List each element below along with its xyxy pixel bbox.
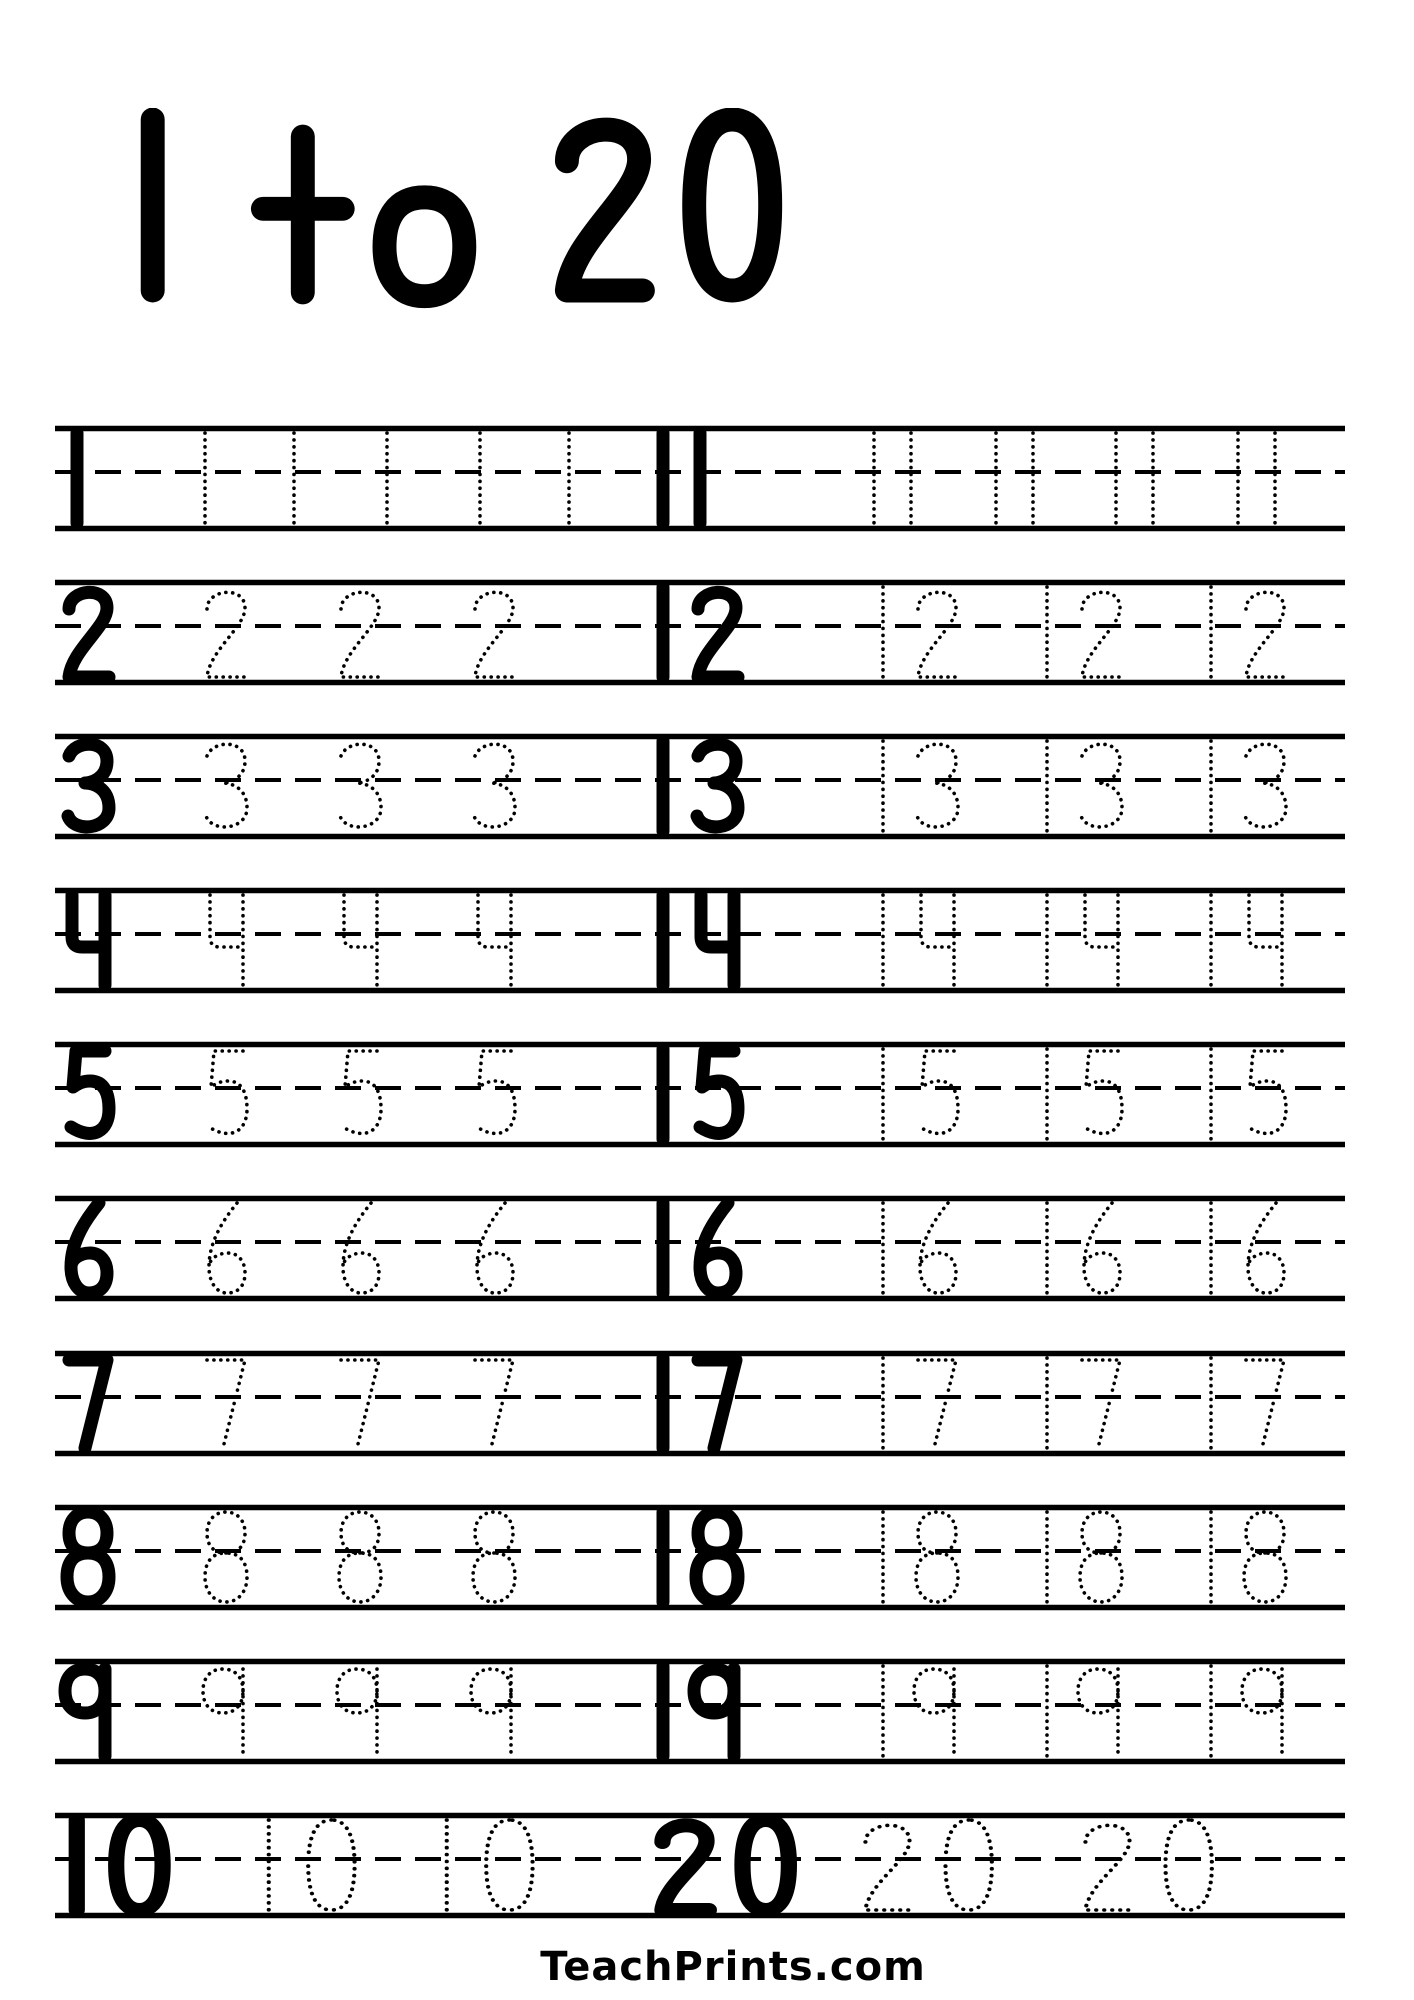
dotted-number-15	[883, 1049, 958, 1139]
digit-5	[1084, 1051, 1122, 1133]
dotted-number-3	[474, 744, 515, 827]
tracing-row-2	[50, 578, 1350, 690]
digit-3	[1245, 744, 1286, 827]
digit-0	[486, 1820, 532, 1910]
digit-8	[1080, 1512, 1122, 1602]
dotted-number-13	[1047, 741, 1122, 831]
digit-5	[700, 1051, 738, 1133]
dotted-number-7	[475, 1360, 513, 1448]
digit-0	[116, 1820, 162, 1910]
digit-5	[477, 1051, 515, 1133]
digit-9	[471, 1669, 511, 1756]
digit-9	[1078, 1669, 1118, 1756]
digit-7	[1082, 1360, 1120, 1448]
tracing-row-10	[50, 1811, 1350, 1923]
dotted-number-6	[209, 1203, 245, 1293]
solid-number-18	[663, 1512, 738, 1602]
solid-number-10	[77, 1820, 163, 1910]
dotted-number-13	[883, 741, 958, 831]
digit-5	[71, 1051, 109, 1133]
page-title	[128, 108, 828, 312]
dotted-number-18	[1211, 1512, 1286, 1602]
digit-3	[697, 744, 738, 827]
digit-9	[203, 1669, 243, 1756]
digit-0	[308, 1820, 354, 1910]
dotted-number-7	[207, 1360, 245, 1448]
digit-3	[206, 744, 247, 827]
digit-0	[742, 1820, 788, 1910]
dotted-number-11	[1116, 433, 1153, 523]
dotted-number-8	[339, 1512, 381, 1602]
digit-2	[698, 592, 738, 677]
solid-number-20	[662, 1820, 788, 1910]
digit-6	[1084, 1203, 1120, 1293]
digit-2	[69, 592, 109, 677]
digit-5	[1248, 1051, 1286, 1133]
dotted-number-4	[344, 895, 377, 985]
dotted-number-19	[1047, 1666, 1118, 1756]
digit-2	[865, 1825, 911, 1910]
digit-8	[473, 1512, 515, 1602]
tracing-row-8	[50, 1503, 1350, 1615]
digit-6	[920, 1203, 956, 1293]
digit-7	[69, 1360, 107, 1448]
digit-2	[1246, 592, 1286, 677]
dotted-number-12	[1211, 587, 1286, 677]
digit-8	[696, 1512, 738, 1602]
digit-7	[918, 1360, 956, 1448]
digit-0	[1165, 1820, 1211, 1910]
digit-4	[72, 895, 105, 985]
dotted-number-16	[883, 1203, 956, 1293]
digit-4	[701, 895, 734, 985]
tracing-row-7	[50, 1349, 1350, 1461]
dotted-number-19	[883, 1666, 954, 1756]
dotted-number-16	[1047, 1203, 1120, 1293]
dotted-number-16	[1211, 1203, 1284, 1293]
solid-number-2	[69, 592, 109, 677]
dotted-number-18	[1047, 1512, 1122, 1602]
digit-9	[1242, 1669, 1282, 1756]
dotted-number-8	[473, 1512, 515, 1602]
tracing-row-6	[50, 1194, 1350, 1306]
dotted-number-12	[883, 587, 958, 677]
dotted-number-7	[341, 1360, 379, 1448]
dotted-number-15	[1047, 1049, 1122, 1139]
title-glyph-2	[567, 130, 643, 291]
dotted-number-2	[207, 592, 247, 677]
dotted-number-14	[883, 895, 954, 985]
title-glyph-t	[263, 137, 343, 293]
digit-5	[209, 1051, 247, 1133]
tracing-row-5	[50, 1040, 1350, 1152]
page-title-text	[0, 0, 1, 1]
digit-5	[920, 1051, 958, 1133]
solid-number-19	[663, 1666, 734, 1756]
digit-4	[478, 895, 511, 985]
digit-4	[1249, 895, 1282, 985]
dotted-number-4	[478, 895, 511, 985]
solid-number-3	[68, 744, 109, 827]
digit-6	[343, 1203, 379, 1293]
dotted-number-11	[1238, 433, 1275, 523]
dotted-number-18	[883, 1512, 958, 1602]
solid-number-6	[71, 1203, 107, 1293]
digit-2	[1085, 1825, 1131, 1910]
dotted-number-17	[883, 1358, 956, 1448]
solid-number-9	[65, 1669, 105, 1756]
dotted-number-20	[1085, 1820, 1211, 1910]
solid-number-11	[663, 433, 700, 523]
solid-number-8	[67, 1512, 109, 1602]
digit-3	[474, 744, 515, 827]
digit-7	[207, 1360, 245, 1448]
digit-4	[921, 895, 954, 985]
solid-number-5	[71, 1051, 109, 1133]
solid-number-4	[72, 895, 105, 985]
digit-2	[1082, 592, 1122, 677]
digit-4	[210, 895, 243, 985]
tracing-row-4	[50, 886, 1350, 998]
digit-3	[1081, 744, 1122, 827]
dotted-number-6	[477, 1203, 513, 1293]
dotted-number-10	[269, 1820, 355, 1910]
digit-6	[209, 1203, 245, 1293]
digit-7	[698, 1360, 736, 1448]
dotted-number-14	[1047, 895, 1118, 985]
dotted-number-3	[340, 744, 381, 827]
digit-4	[344, 895, 377, 985]
digit-8	[67, 1512, 109, 1602]
dotted-number-6	[343, 1203, 379, 1293]
dotted-number-19	[1211, 1666, 1282, 1756]
dotted-number-10	[447, 1820, 533, 1910]
dotted-number-17	[1211, 1358, 1284, 1448]
dotted-number-20	[865, 1820, 991, 1910]
digit-6	[71, 1203, 107, 1293]
dotted-number-9	[337, 1669, 377, 1756]
tracing-row-3	[50, 732, 1350, 844]
solid-number-12	[663, 587, 738, 677]
digit-8	[205, 1512, 247, 1602]
dotted-number-5	[209, 1051, 247, 1133]
solid-number-14	[663, 895, 734, 985]
digit-6	[700, 1203, 736, 1293]
dotted-number-13	[1211, 741, 1286, 831]
solid-number-17	[663, 1358, 736, 1448]
dotted-number-15	[1211, 1049, 1286, 1139]
dotted-number-9	[471, 1669, 511, 1756]
solid-number-16	[663, 1203, 736, 1293]
dotted-number-5	[477, 1051, 515, 1133]
title-glyph-o	[385, 197, 465, 296]
digit-7	[475, 1360, 513, 1448]
digit-2	[918, 592, 958, 677]
digit-7	[1246, 1360, 1284, 1448]
digit-8	[339, 1512, 381, 1602]
footer-site-text: TeachPrints.com	[540, 1944, 926, 1990]
dotted-number-11	[874, 433, 911, 523]
tracing-row-9	[50, 1657, 1350, 1769]
dotted-number-14	[1211, 895, 1282, 985]
solid-number-7	[69, 1360, 107, 1448]
digit-3	[917, 744, 958, 827]
digit-3	[340, 744, 381, 827]
digit-2	[207, 592, 247, 677]
digit-2	[341, 592, 381, 677]
digit-7	[341, 1360, 379, 1448]
digit-5	[343, 1051, 381, 1133]
digit-0	[945, 1820, 991, 1910]
dotted-number-8	[205, 1512, 247, 1602]
dotted-number-12	[1047, 587, 1122, 677]
digit-8	[916, 1512, 958, 1602]
dotted-number-3	[206, 744, 247, 827]
digit-9	[65, 1669, 105, 1756]
digit-6	[477, 1203, 513, 1293]
digit-8	[1244, 1512, 1286, 1602]
dotted-number-9	[203, 1669, 243, 1756]
solid-number-15	[663, 1049, 738, 1139]
digit-6	[1248, 1203, 1284, 1293]
digit-9	[694, 1669, 734, 1756]
tracing-row-1	[50, 424, 1350, 536]
dotted-number-5	[343, 1051, 381, 1133]
digit-9	[914, 1669, 954, 1756]
title-glyph-0	[694, 120, 770, 291]
digit-2	[662, 1825, 708, 1910]
dotted-number-2	[341, 592, 381, 677]
dotted-number-11	[996, 433, 1033, 523]
solid-number-13	[663, 741, 738, 831]
digit-3	[68, 744, 109, 827]
digit-4	[1085, 895, 1118, 985]
digit-2	[475, 592, 515, 677]
dotted-number-4	[210, 895, 243, 985]
dotted-number-2	[475, 592, 515, 677]
digit-9	[337, 1669, 377, 1756]
dotted-number-17	[1047, 1358, 1120, 1448]
